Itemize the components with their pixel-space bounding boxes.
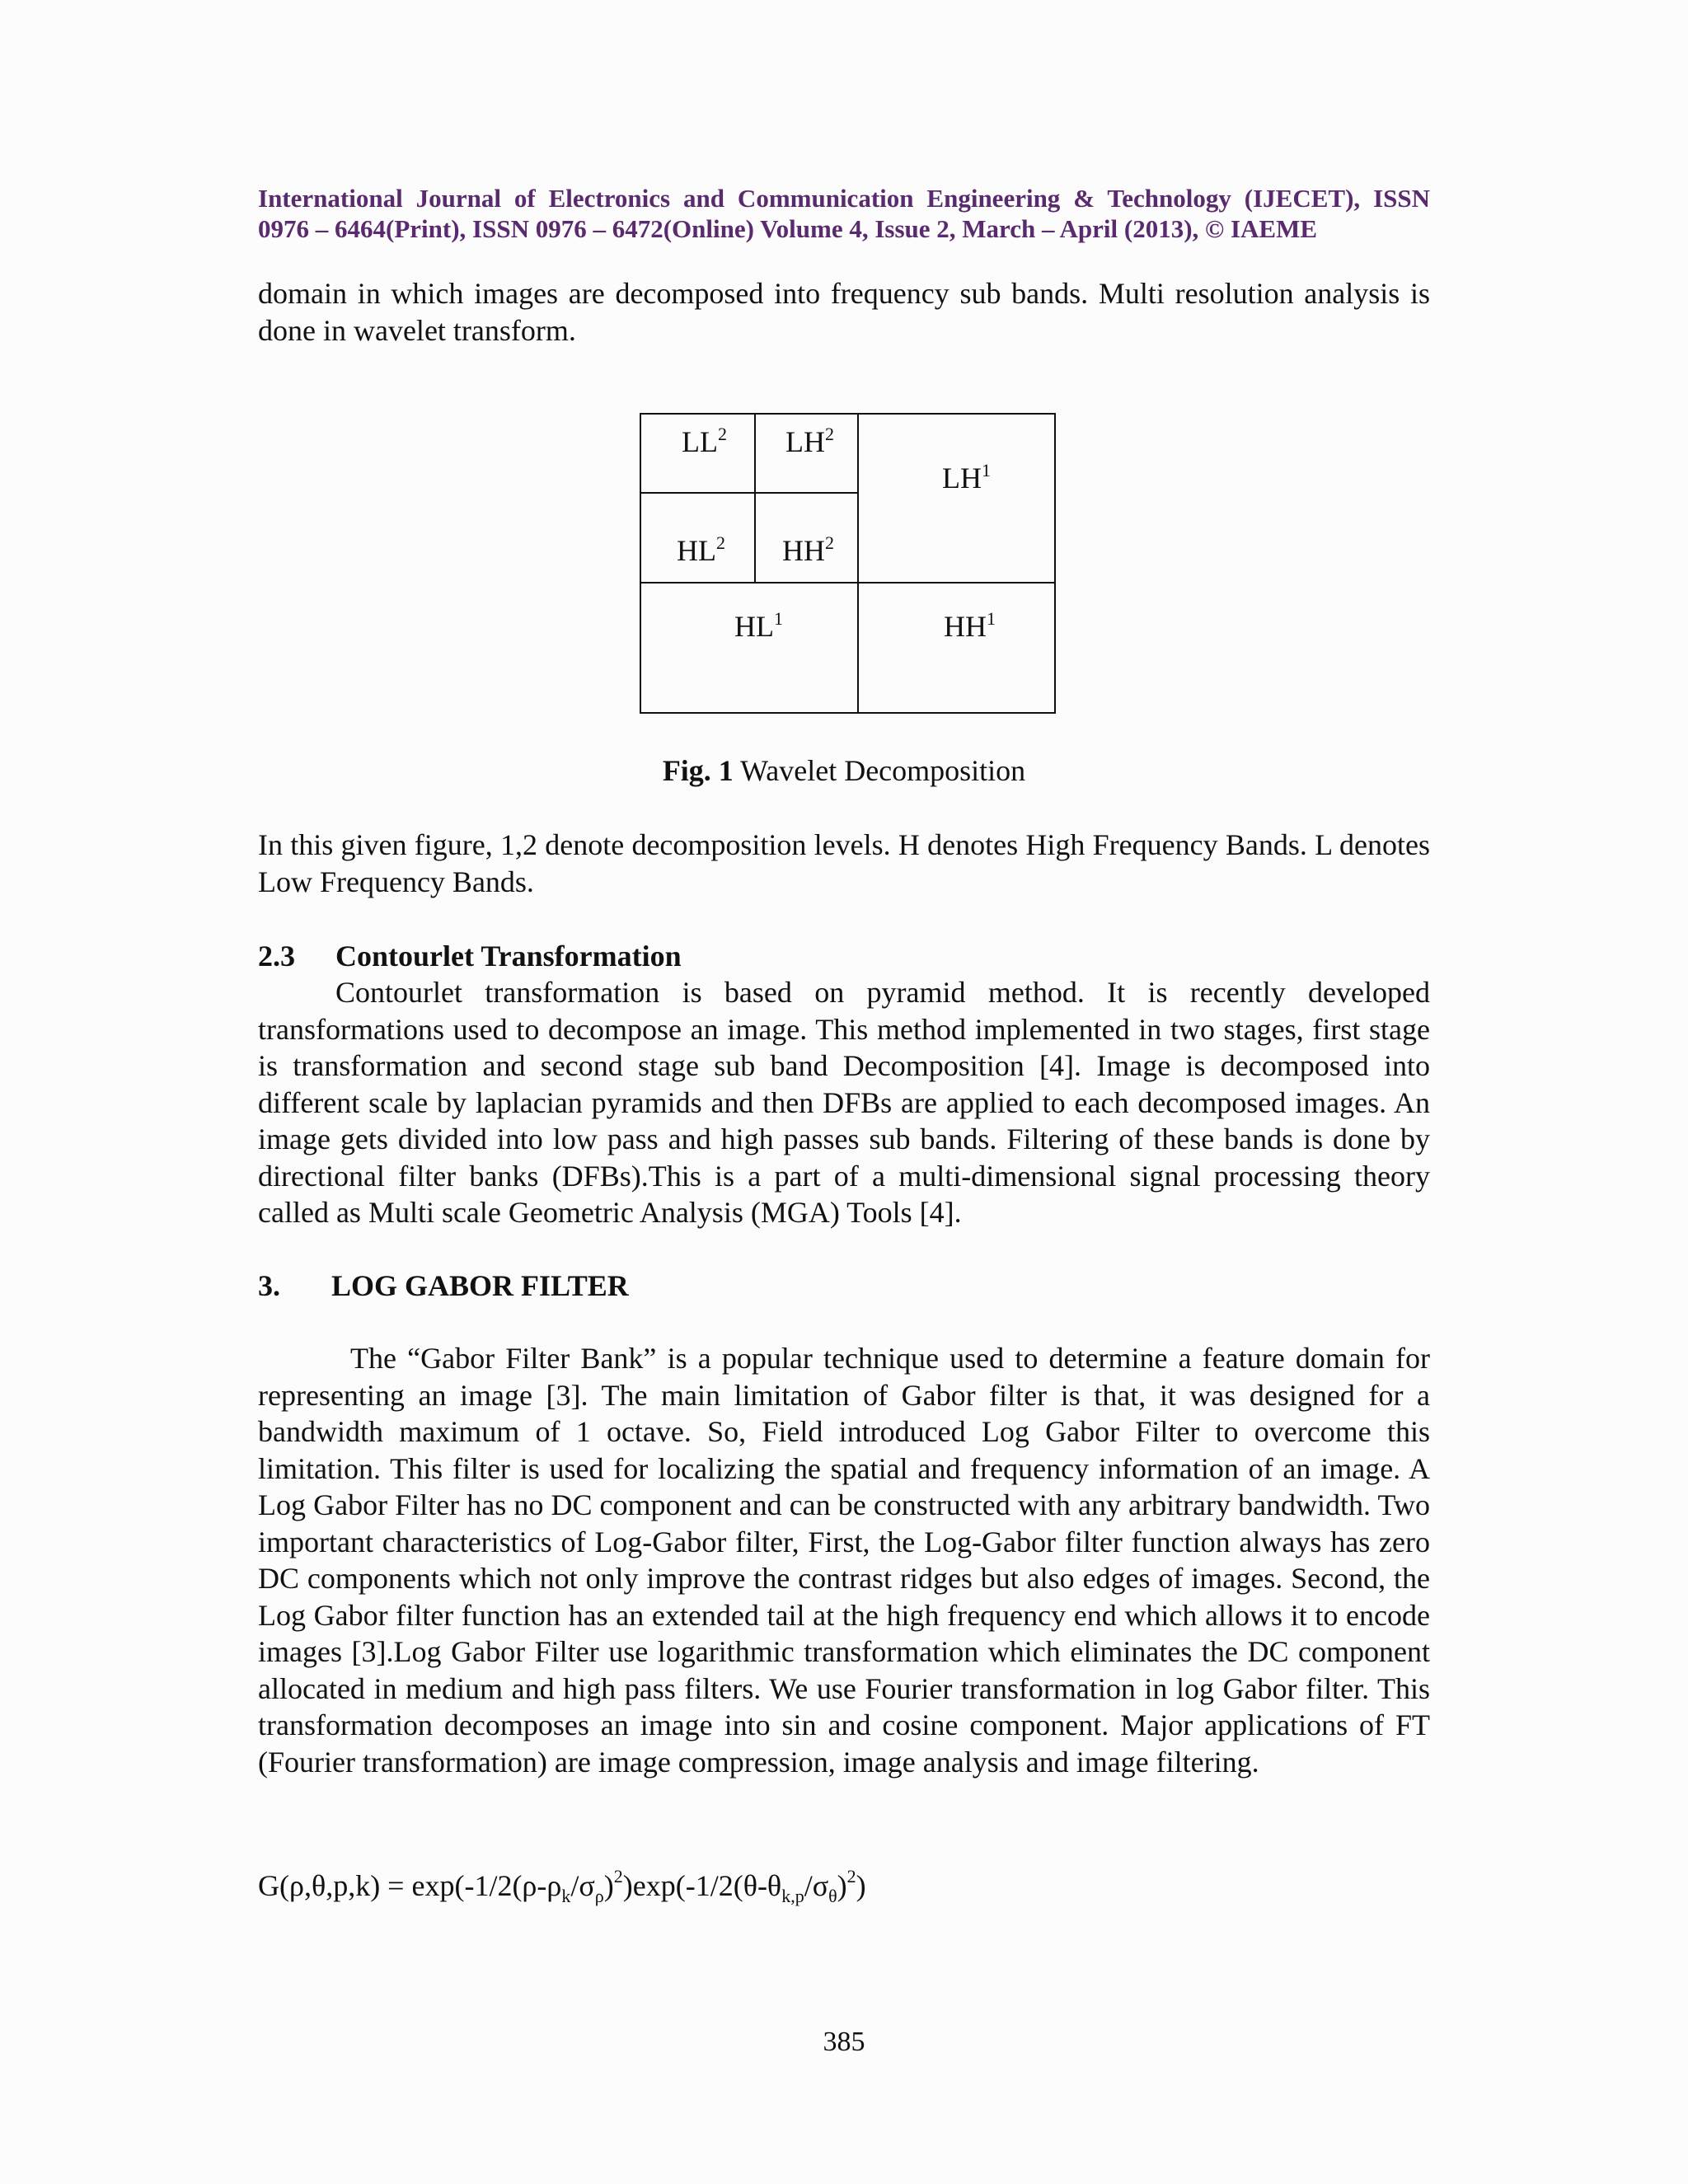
section-2-3-title: Contourlet Transformation — [335, 940, 682, 972]
intro-paragraph: domain in which images are decomposed into frequency sub bands. Multi resolution analysis is done in wavelet transform. — [258, 277, 1430, 347]
paper-page — [258, 0, 1430, 2184]
section-2-3-body: Contourlet transformation is based on pyramid method. It is recently developed transformations used to decompose an image. This method implemented in two stages, first stage is transformation and second stage sub band Decomposition [4]. Image is decomposed into different scale by laplacian pyramids and then DFBs are applied to each decomposed images. An image gets divided into low pass and high passes sub bands. Filtering of these bands is done by directional filter banks (DFBs).This is a part of a multi-dimensional signal processing theory called as Multi scale Geometric Analysis (MGA) Tools [4]. — [258, 976, 1430, 1229]
section-2-3-number: 2.3 — [258, 940, 295, 972]
cell-hl1: $HL^1$ — [734, 608, 783, 643]
journal-header-line-2: 0976 – 6464(Print), ISSN 0976 – 6472(Online) Volume 4, Issue 2, March – April (2013), © IAEME — [258, 214, 1318, 243]
figure-caption — [258, 752, 1430, 789]
figure-note-paragraph: In this given figure, 1,2 denote decomposition levels. H denotes High Frequency Bands. L denotes Low Frequency Bands. — [258, 828, 1430, 898]
journal-header — [258, 183, 1430, 244]
cell-hh1: $HH^1$ — [944, 608, 996, 643]
cell-lh2: $LH^2$ — [785, 424, 834, 458]
cell-hl2: $HL^2$ — [677, 532, 725, 567]
figure-caption-label: Fig. 1 — [662, 754, 734, 787]
wavelet-decomposition-figure — [627, 412, 1056, 717]
section-2-3-heading — [258, 938, 682, 974]
journal-header-line-1: International Journal of Electronics and Communication Engineering & Technology (IJECET), ISSN — [258, 184, 1430, 213]
cell-hh2: $HH^2$ — [782, 532, 834, 567]
section-3-body: The “Gabor Filter Bank” is a popular technique used to determine a feature domain for representing an image [3]. The main limitation of Gabor filter is that, it was designed for a bandwidth maximum of 1 octave. So, Field introduced Log Gabor Filter to overcome this limitation. This filter is used for localizing the spatial and frequency information of an image. A Log Gabor Filter has no DC component and can be constructed with any arbitrary bandwidth. Two important characteristics of Log-Gabor filter, First, the Log-Gabor filter function always has zero DC components which not only improve the contrast ridges but also edges of images. Second, the Log Gabor filter function has an extended tail at the high frequency end which allows it to encode images [3].Log Gabor Filter use logarithmic transformation which eliminates the DC component allocated in medium and high pass filters. We use Fourier transformation in log Gabor filter. This transformation decomposes an image into sin and cosine component. Major applications of FT (Fourier transformation) are image compression, image analysis and image filtering. — [258, 1342, 1430, 1779]
cell-lh1: $LH^1$ — [942, 460, 991, 494]
figure-caption-text: Wavelet Decomposition — [733, 754, 1026, 787]
log-gabor-formula: $G(\rho,\theta,p,k) = \exp(-1/2(\rho-\rho_k/\sigma_\rho)^2)\exp(-1/2(\theta-\theta_{k,p}/\sigma_\theta)^2)$ — [258, 1866, 866, 1906]
section-3-number: 3. — [258, 1269, 280, 1302]
section-3-heading — [258, 1268, 629, 1304]
page-number: 385 — [823, 2027, 865, 2057]
cell-ll2: $LL^2$ — [682, 424, 727, 458]
section-3-title: LOG GABOR FILTER — [331, 1269, 629, 1302]
